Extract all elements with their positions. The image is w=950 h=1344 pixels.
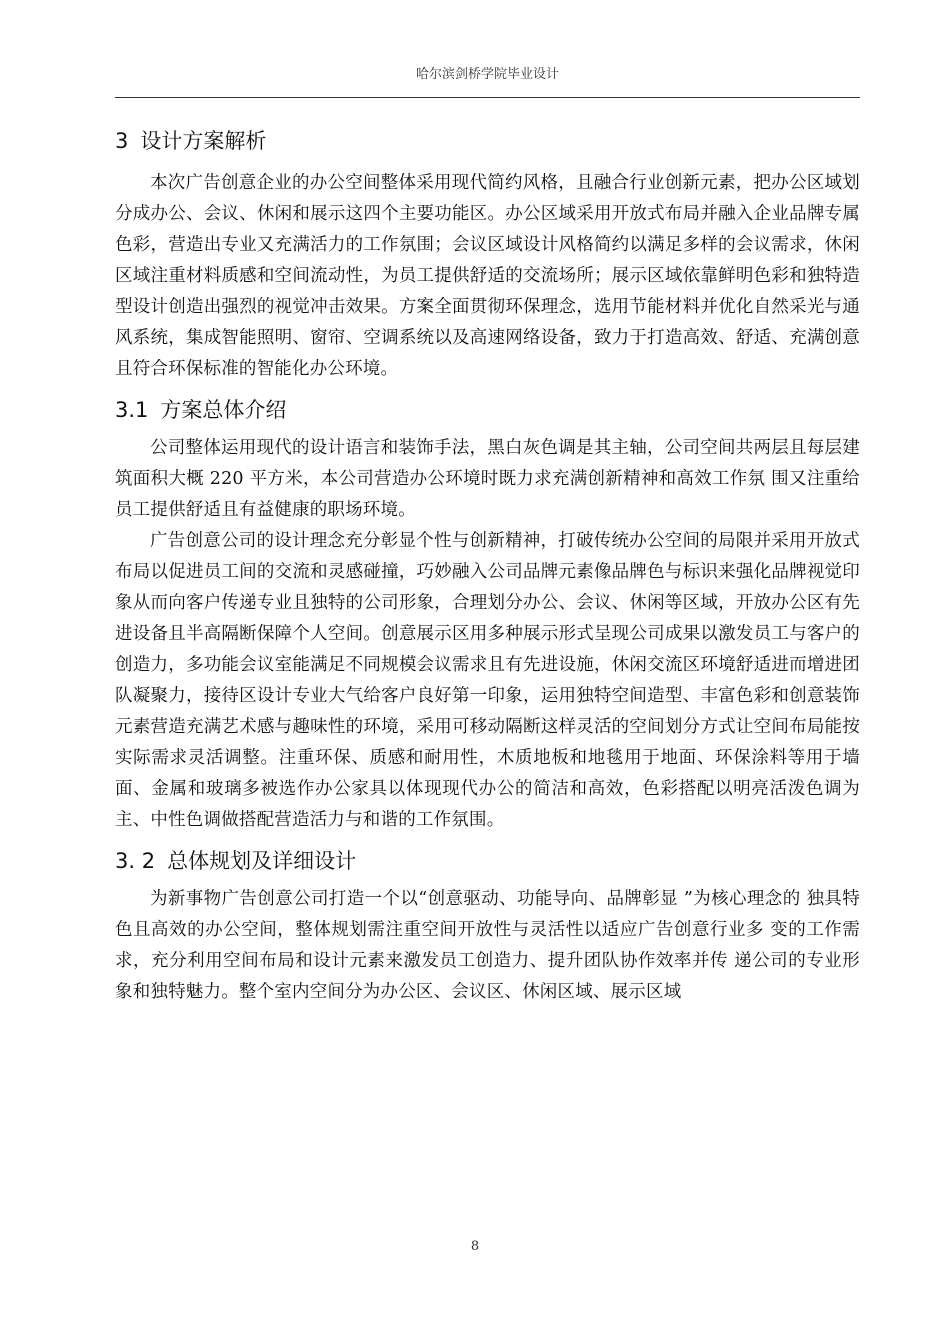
page-content (115, 122, 860, 1008)
section-title: 设计方案解析 (140, 129, 267, 153)
paragraph: 本次广告创意企业的办公空间整体采用现代简约风格，且融合行业创新元素，把办公区域划分成办公、会议、休闲和展示这四个主要功能区。办公区域采用开放式布局并融入企业品牌专属色彩，营造出专业又充满活力的工作氛围；会议区域设计风格简约以满足多样的会议需求，休闲区域注重材料质感和空间流动性，为员工提供舒适的交流场所；展示区域依靠鲜明色彩和独特造型设计创造出强烈的视觉冲击效果。方案全面贯彻环保理念，选用节能材料并优化自然采光与通风系统，集成智能照明、窗帘、空调系统以及高速网络设备，致力于打造高效、舒适、充满创意且符合环保标准的智能化办公环境。 (115, 173, 860, 379)
section-title: 方案总体介绍 (160, 398, 287, 422)
running-header: 哈尔滨剑桥学院毕业设计 (415, 67, 559, 82)
section-number: 3. 2 (115, 849, 156, 873)
header-rule (115, 97, 860, 98)
section-title: 总体规划及详细设计 (167, 849, 357, 873)
paragraph: 公司整体运用现代的设计语言和装饰手法，黑白灰色调是其主轴，公司空间共两层且每层建筑面积大概 220 平方米，本公司营造办公环境时既力求充满创新精神和高效工作氛 围又注重给员工提供舒适且有益健康的职场环境。 (115, 438, 860, 520)
section-heading-3-2 (115, 842, 860, 880)
section-heading-3 (115, 122, 860, 160)
page-number: 8 (470, 1239, 480, 1254)
section-number: 3.1 (115, 398, 149, 422)
section-heading-3-1 (115, 391, 860, 429)
paragraph: 广告创意公司的设计理念充分彰显个性与创新精神，打破传统办公空间的局限并采用开放式布局以促进员工间的交流和灵感碰撞，巧妙融入公司品牌元素像品牌色与标识来强化品牌视觉印象从而向客户传递专业且独特的公司形象，合理划分办公、会议、休闲等区域，开放办公区有先进设备且半高隔断保障个人空间。创意展示区用多种展示形式呈现公司成果以激发员工与客户的创造力，多功能会议室能满足不同规模会议需求且有先进设施，休闲交流区环境舒适进而增进团队凝聚力，接待区设计专业大气给客户良好第一印象，运用独特空间造型、丰富色彩和创意装饰元素营造充满艺术感与趣味性的环境，采用可移动隔断这样灵活的空间划分方式让空间布局能按实际需求灵活调整。注重环保、质感和耐用性，木质地板和地毯用于地面、环保涂料等用于墙面、金属和玻璃多被选作办公家具以体现现代办公的简洁和高效，色彩搭配以明亮活泼色调为主、中性色调做搭配营造活力与和谐的工作氛围。 (115, 531, 860, 830)
paragraph: 为新事物广告创意公司打造一个以“创意驱动、功能导向、品牌彰显 ”为核心理念的 独具特色且高效的办公空间，整体规划需注重空间开放性与灵活性以适应广告创意行业多 变的工作需求，充分利用空间布局和设计元素来激发员工创造力、提升团队协作效率并传 递公司的专业形象和独特魅力。整个室内空间分为办公区、会议区、休闲区域、展示区域 (115, 889, 860, 1002)
section-number: 3 (115, 129, 129, 153)
